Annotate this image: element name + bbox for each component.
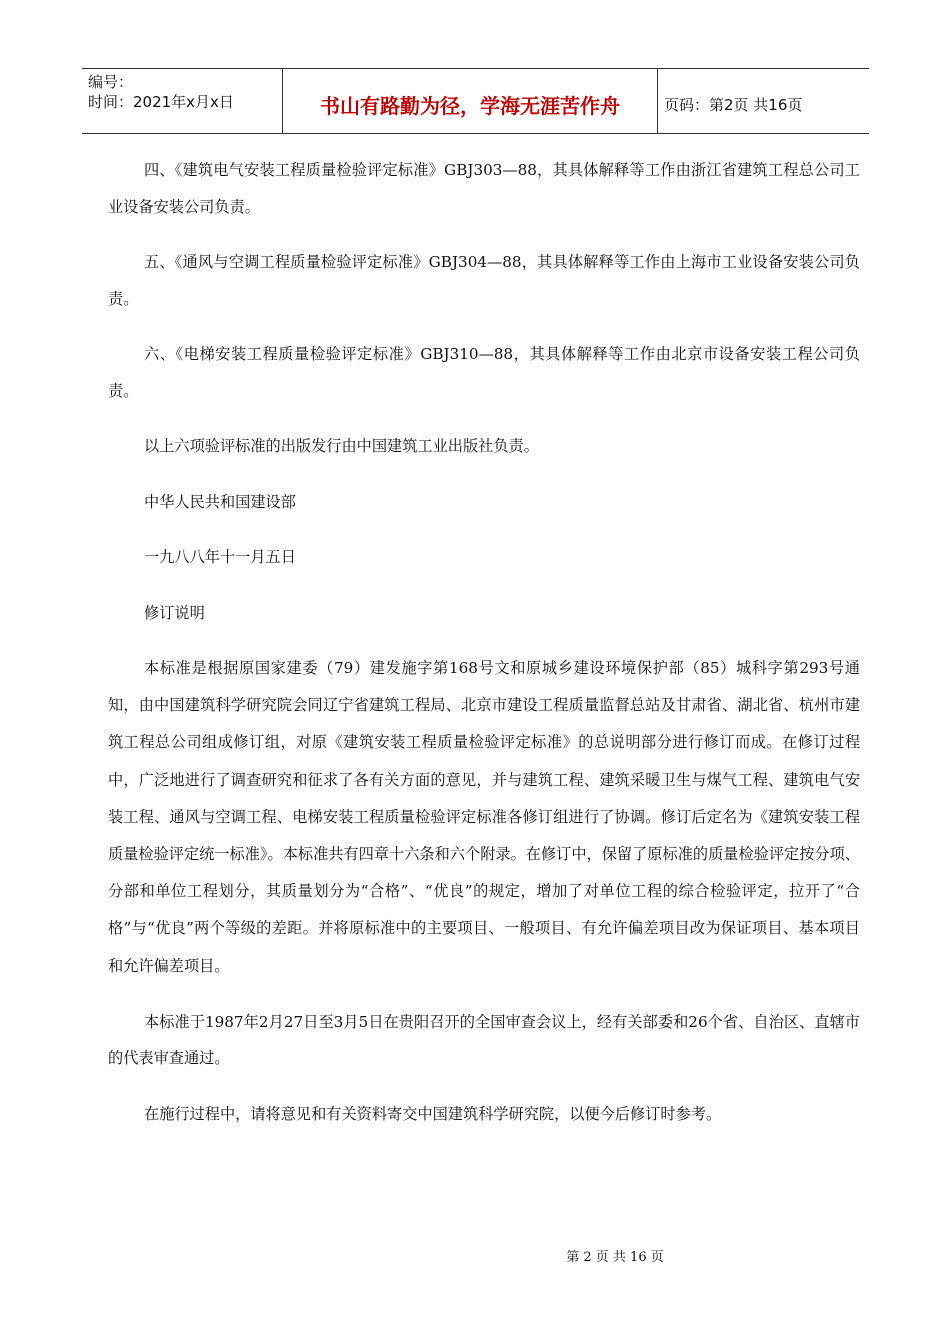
doc-number-label: 编号：: [88, 73, 134, 91]
document-body: [108, 152, 860, 1151]
paragraph: 六、《电梯安装工程质量检验评定标准》GBJ310—88，其具体解释等工作由北京市设备安装工程公司负责。: [108, 345, 860, 400]
paragraph: 五、《通风与空调工程质量检验评定标准》GBJ304—88，其具体解释等工作由上海市工业设备安装公司负责。: [108, 253, 860, 308]
header-page-info: 页码：第2页 共16页: [664, 95, 803, 114]
page-header: [82, 68, 869, 134]
paragraph: 本标准于1987年2月27日至3月5日在贵阳召开的全国审查会议上，经有关部委和26个省、自治区、直辖市的代表审查通过。: [108, 1012, 860, 1068]
paragraph: 四、《建筑电气安装工程质量检验评定标准》GBJ303—88，其具体解释等工作由浙江省建筑工程总公司工业设备安装公司负责。: [108, 161, 860, 216]
section-heading: 修订说明: [144, 603, 205, 622]
paragraph: 以上六项验评标准的出版发行由中国建筑工业出版社负责。: [144, 437, 539, 455]
issuer-name: 中华人民共和国建设部: [144, 492, 296, 511]
header-motto: 书山有路勤为径，学海无涯苦作舟: [283, 69, 658, 133]
time-label: 时间：2021年x月x日: [88, 93, 234, 111]
paragraph: 本标准是根据原国家建委（79）建发施字第168号文和原城乡建设环境保护部（85）城科字第293号通知，由中国建筑科学研究院会同辽宁省建筑工程局、北京市建设工程质量监督总站及甘肃省、湖北省、杭州市建筑工程总公司组成修订组，对原《建筑安装工程质量检验评定标准》的总说明部分进行修订而成。在修订过程中，广泛地进行了调查研究和征求了各有关方面的意见，并与建筑工程、建筑采暖卫生与煤气工程、建筑电气安装工程、通风与空调工程、电梯安装工程质量检验评定标准各修订组进行了协调。修订后定名为《建筑安装工程质量检验评定统一标准》。本标准共有四章十六条和六个附录。在修订中，保留了原标准的质量检验评定按分项、分部和单位工程划分，其质量划分为“合格”、“优良”的规定，增加了对单位工程的综合检验评定，拉开了“合格”与“优良”两个等级的差距。并将原标准中的主要项目、一般项目、有允许偏差项目改为保证项目、基本项目和允许偏差项目。: [108, 659, 860, 975]
header-meta: [82, 69, 283, 133]
issue-date: 一九八八年十一月五日: [144, 548, 296, 566]
page-footer: 第 2 页 共 16 页: [566, 1250, 664, 1265]
paragraph: 在施行过程中，请将意见和有关资料寄交中国建筑科学研究院，以便今后修订时参考。: [144, 1104, 722, 1123]
